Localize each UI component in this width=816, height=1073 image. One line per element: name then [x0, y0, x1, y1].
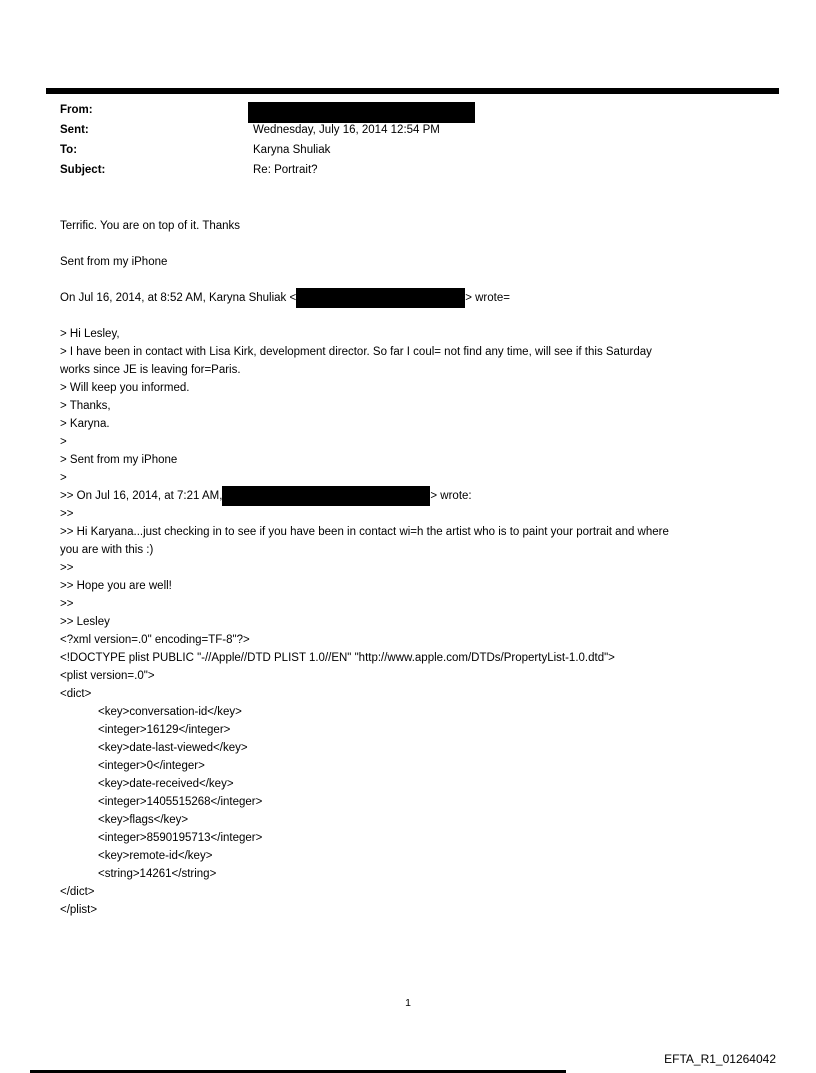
body-line: > Hi Lesley, [60, 328, 120, 340]
body-line-xml: <!DOCTYPE plist PUBLIC "-//Apple//DTD PLIST 1.0//EN" "http://www.apple.com/DTDs/PropertyList-1.0.dtd"> [60, 652, 615, 664]
body-line-blank [60, 271, 669, 289]
page-number: 1 [405, 997, 411, 1009]
body-line-xml: <key>remote-id</key> [98, 850, 213, 862]
body-line-quoted-header [60, 487, 669, 505]
body-line-xml: <integer>8590195713</integer> [98, 832, 263, 844]
body-line: >> [60, 562, 74, 574]
header-label-subject: Subject: [60, 164, 106, 176]
body-line-xml: <integer>1405515268</integer> [98, 796, 263, 808]
body-line: > Sent from my iPhone [60, 454, 178, 466]
top-divider-bar [46, 88, 779, 94]
bates-number: EFTA_R1_01264042 [664, 1052, 776, 1066]
header-value-sent: Wednesday, July 16, 2014 12:54 PM [253, 124, 440, 136]
redaction-bar-email-address [296, 288, 465, 308]
body-line: > [60, 436, 67, 448]
header-label-to: To: [60, 144, 78, 156]
body-line-xml: <key>conversation-id</key> [98, 706, 242, 718]
body-line: > Karyna. [60, 418, 110, 430]
body-line: >> [60, 598, 74, 610]
redaction-bar-email-address [222, 486, 430, 506]
quoted-header-pre: >> On Jul 16, 2014, at 7:21 AM, [60, 490, 223, 502]
body-line: >> [60, 508, 74, 520]
email-body [60, 217, 669, 919]
body-line-xml: <key>date-received</key> [98, 778, 234, 790]
header-value-subject: Re: Portrait? [253, 164, 318, 176]
header-row-subject [60, 160, 440, 180]
body-line-xml: <string>14261</string> [98, 868, 217, 880]
quoted-header-post: > wrote= [465, 292, 510, 304]
body-line-xml: <key>date-last-viewed</key> [98, 742, 248, 754]
body-line-xml: <key>flags</key> [98, 814, 189, 826]
body-line-xml: <integer>16129</integer> [98, 724, 231, 736]
header-row-to [60, 140, 440, 160]
body-line: Terrific. You are on top of it. Thanks [60, 220, 241, 232]
redaction-bar-from-address [248, 102, 475, 123]
quoted-header-post: > wrote: [430, 490, 472, 502]
body-line-quoted-header [60, 289, 669, 307]
body-line-xml: </plist> [60, 904, 98, 916]
body-line: > I have been in contact with Lisa Kirk, development director. So far I coul= not find any time, will see if this Saturday [60, 346, 652, 358]
quoted-header-pre: On Jul 16, 2014, at 8:52 AM, Karyna Shuliak < [60, 292, 297, 304]
body-line-blank [60, 235, 669, 253]
body-line-xml: <integer>0</integer> [98, 760, 205, 772]
body-line: > [60, 472, 67, 484]
body-line: works since JE is leaving for=Paris. [60, 364, 241, 376]
header-value-to: Karyna Shuliak [253, 144, 331, 156]
body-line: > Will keep you informed. [60, 382, 190, 394]
body-line-xml: <plist version=.0"> [60, 670, 155, 682]
header-row-sent [60, 120, 440, 140]
body-line: you are with this :) [60, 544, 154, 556]
header-label-sent: Sent: [60, 124, 89, 136]
body-line-xml: <?xml version=.0" encoding=TF-8"?> [60, 634, 250, 646]
body-line: >> Lesley [60, 616, 110, 628]
body-line-xml: </dict> [60, 886, 95, 898]
body-line: Sent from my iPhone [60, 256, 168, 268]
body-line-xml: <dict> [60, 688, 92, 700]
body-line: >> Hope you are well! [60, 580, 172, 592]
body-line: > Thanks, [60, 400, 111, 412]
body-line: >> Hi Karyana...just checking in to see if you have been in contact wi=h the artist who is to paint your portrait and where [60, 526, 669, 538]
header-label-from: From: [60, 104, 93, 116]
body-line-blank [60, 307, 669, 325]
